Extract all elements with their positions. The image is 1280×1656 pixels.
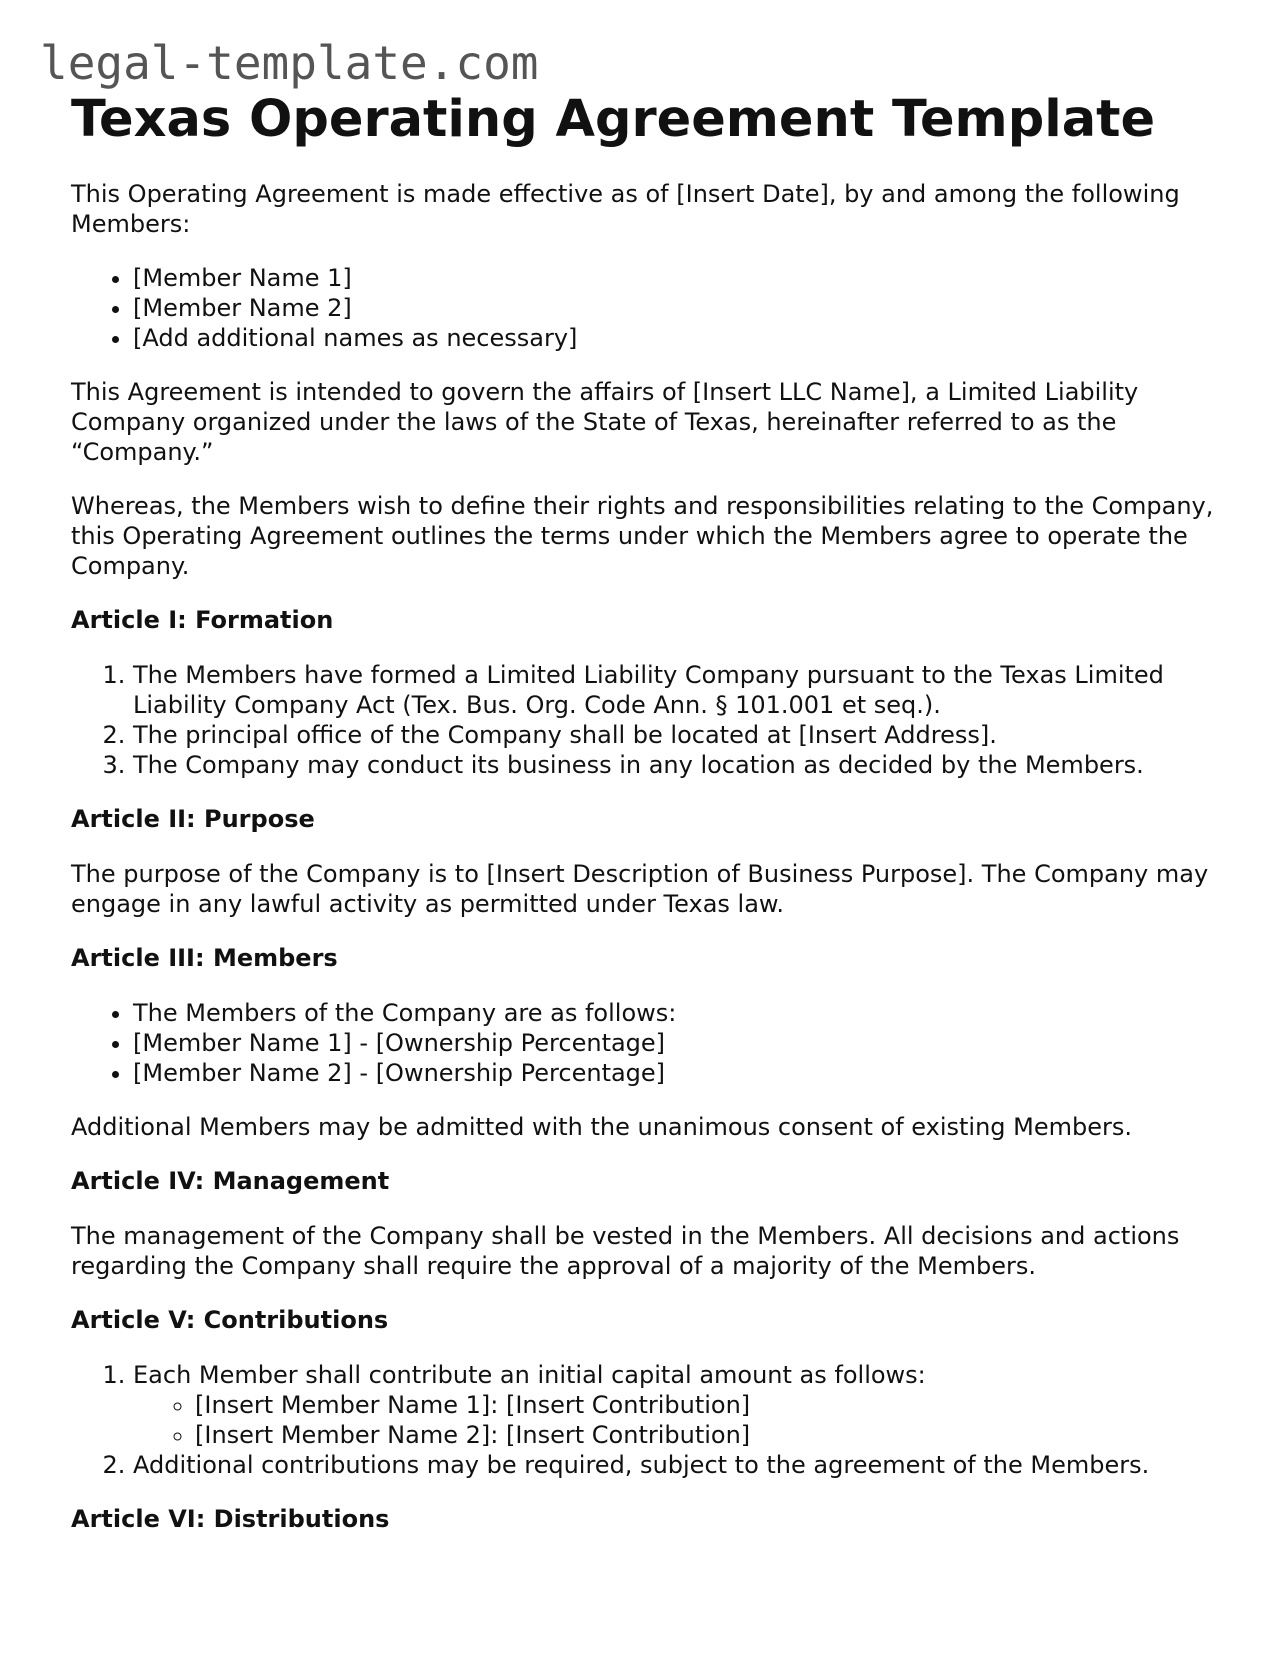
- list-item: • [Member Name 1] - [Ownership Percentage]: [133, 1028, 1221, 1058]
- watermark-logo: legal-template.com: [40, 36, 539, 90]
- article-3-list: [71, 998, 1221, 1088]
- article-5-heading: Article V: Contributions: [71, 1306, 389, 1334]
- intro-paragraph: This Operating Agreement is made effective as of [Insert Date], by and among the following Members:: [71, 180, 1180, 238]
- article-1-heading: Article I: Formation: [71, 606, 334, 634]
- list-item: • [Add additional names as necessary]: [133, 323, 1221, 353]
- article-4-heading: Article IV: Management: [71, 1167, 390, 1195]
- contribution-sublist: [133, 1390, 1221, 1450]
- list-item: 3. The Company may conduct its business in any location as decided by the Members.: [133, 750, 1221, 780]
- whereas-paragraph: Whereas, the Members wish to define their rights and responsibilities relating to the Company, this Operating Agreement outlines the terms under which the Members agree to operate the Company.: [71, 492, 1214, 580]
- govern-paragraph: This Agreement is intended to govern the affairs of [Insert LLC Name], a Limited Liability Company organized under the laws of the State of Texas, hereinafter referred to as the “Company.”: [71, 378, 1139, 466]
- article-3-text: Additional Members may be admitted with the unanimous consent of existing Members.: [71, 1113, 1133, 1141]
- article-6-heading: Article VI: Distributions: [71, 1505, 390, 1533]
- sub-list-item: ◦ [Insert Member Name 1]: [Insert Contribution]: [195, 1390, 1221, 1420]
- list-item: [133, 1360, 1221, 1450]
- document-body: [71, 86, 1221, 1559]
- document-title: Texas Operating Agreement Template: [71, 90, 1156, 149]
- sub-list-item: ◦ [Insert Member Name 2]: [Insert Contribution]: [195, 1420, 1221, 1450]
- article-2-text: The purpose of the Company is to [Insert Description of Business Purpose]. The Company may engage in any lawful activity as permitted under Texas law.: [71, 860, 1209, 918]
- article-2-heading: Article II: Purpose: [71, 805, 315, 833]
- list-item: • [Member Name 1]: [133, 263, 1221, 293]
- article-5-list: [71, 1360, 1221, 1480]
- members-list: [71, 263, 1221, 353]
- list-item: 2. The principal office of the Company shall be located at [Insert Address].: [133, 720, 1221, 750]
- list-item: 2. Additional contributions may be required, subject to the agreement of the Members.: [133, 1450, 1221, 1480]
- list-item: • [Member Name 2]: [133, 293, 1221, 323]
- contribution-item-text: Each Member shall contribute an initial capital amount as follows:: [133, 1361, 926, 1389]
- article-1-list: [71, 660, 1221, 780]
- list-item: • The Members of the Company are as follows:: [133, 998, 1221, 1028]
- article-3-heading: Article III: Members: [71, 944, 338, 972]
- list-item: • [Member Name 2] - [Ownership Percentage]: [133, 1058, 1221, 1088]
- article-4-text: The management of the Company shall be vested in the Members. All decisions and actions regarding the Company shall require the approval of a majority of the Members.: [71, 1222, 1180, 1280]
- list-item: 1. The Members have formed a Limited Liability Company pursuant to the Texas Limited Liability Company Act (Tex. Bus. Org. Code Ann. § 101.001 et seq.).: [133, 660, 1221, 720]
